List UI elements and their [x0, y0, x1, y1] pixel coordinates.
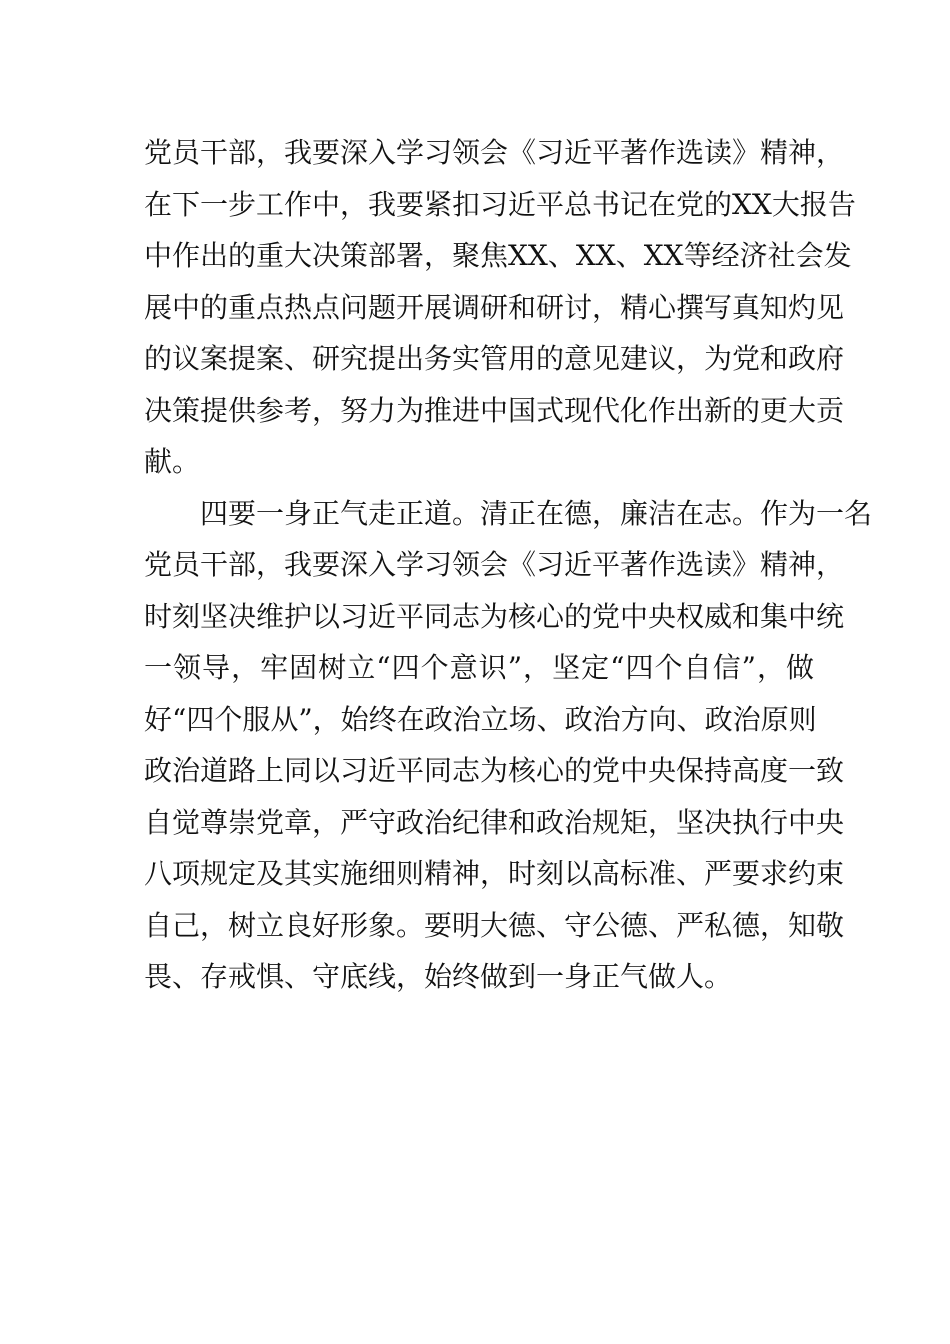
text-line: 一领导，牢固树立“四个意识”，坚定“四个自信”，做 — [144, 651, 814, 684]
text-line: 畏、存戒惧、守底线，始终做到一身正气做人。 — [144, 960, 733, 993]
text-line: 党员干部，我要深入学习领会《习近平著作选读》精神， — [144, 136, 845, 169]
text-line: 八项规定及其实施细则精神，时刻以高标准、严要求约束 — [144, 857, 845, 890]
text-line: 时刻坚决维护以习近平同志为核心的党中央权威和集中统 — [144, 599, 845, 633]
text-line: 党员干部，我要深入学习领会《习近平著作选读》精神， — [144, 548, 845, 581]
text-line: 决策提供参考，努力为推进中国式现代化作出新的更大贡 — [144, 393, 845, 427]
text-line: 在下一步工作中，我要紧扣习近平总书记在党的XX大报告 — [144, 187, 856, 221]
text-line: 政治道路上同以习近平同志为核心的党中央保持高度一致 — [144, 754, 845, 787]
body-text — [144, 127, 873, 1003]
paragraph-1 — [144, 127, 856, 488]
text-line: 中作出的重大决策部署，聚焦XX、XX、XX等经济社会发 — [144, 239, 852, 272]
text-line: 展中的重点热点问题开展调研和研讨，精心撰写真知灼见 — [144, 290, 845, 324]
paragraph-2 — [144, 488, 873, 1003]
text-line: 自己，树立良好形象。要明大德、守公德、严私德，知敬 — [144, 908, 845, 942]
text-line: 四要一身正气走正道。清正在德，廉洁在志。作为一名 — [144, 496, 873, 530]
text-line: 献。 — [144, 445, 201, 478]
text-line: 的议案提案、研究提出务实管用的意见建议，为党和政府 — [144, 342, 845, 375]
text-line: 自觉尊崇党章，严守政治纪律和政治规矩，坚决执行中央 — [144, 805, 845, 839]
text-line: 好“四个服从”，始终在政治立场、政治方向、政治原则 — [144, 702, 817, 736]
